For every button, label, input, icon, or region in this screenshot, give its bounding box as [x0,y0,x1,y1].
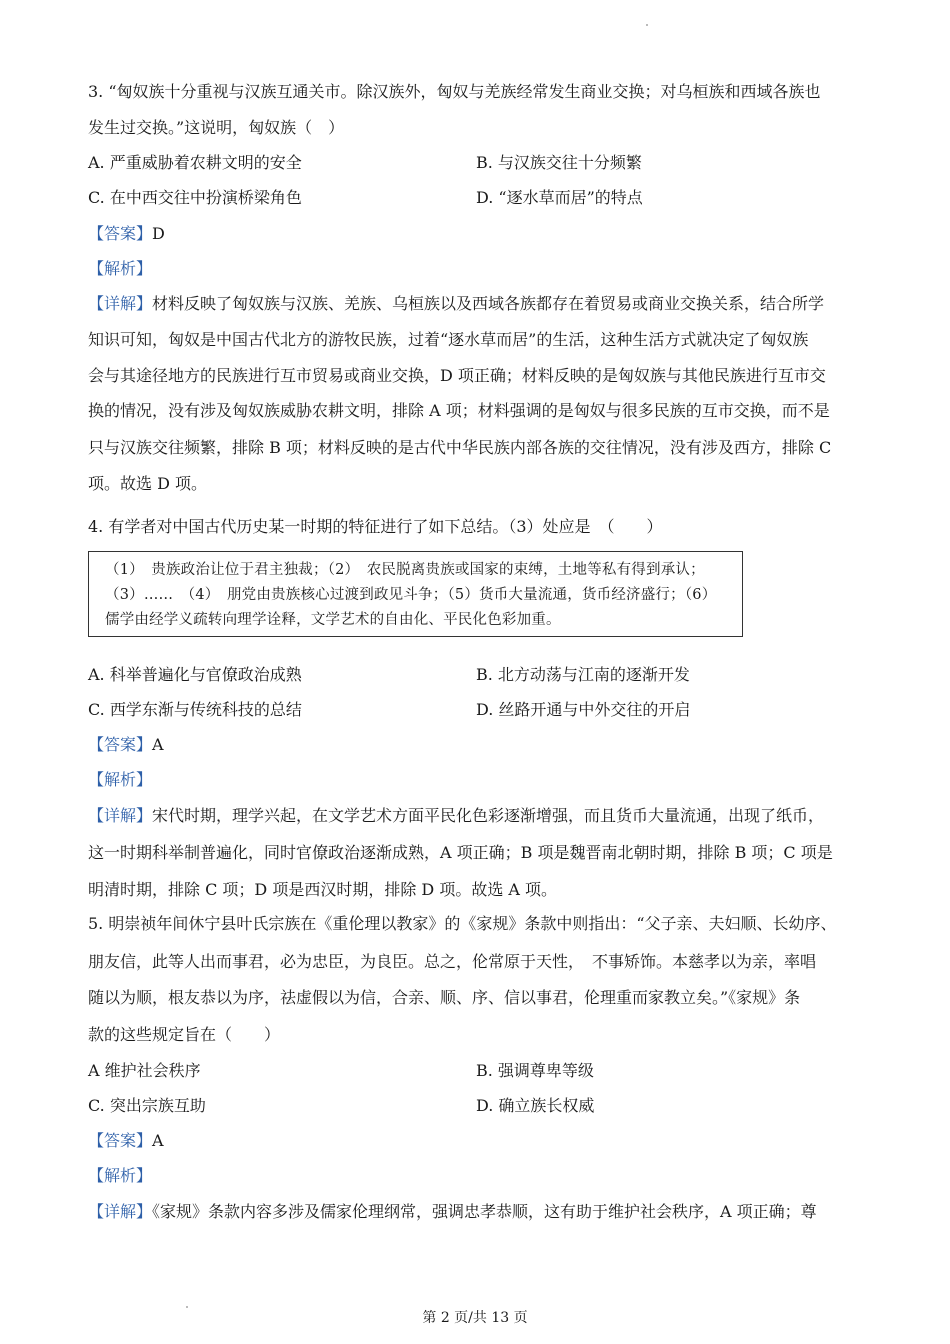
question-5-option-c[interactable]: C. 突出宗族互助 [88,1096,206,1115]
answer-label: 【答案】 [88,224,153,243]
question-4-option-c[interactable]: C. 西学东渐与传统科技的总结 [88,700,302,719]
question-3-detail-line: 项。故选 D 项。 [88,474,208,493]
detail-label: 【详解】 [88,294,153,313]
answer-value: A [152,1131,164,1150]
question-4-stem: 4. 有学者对中国古代历史某一时期的特征进行了如下总结。（3）处应是 （ ） [88,517,663,536]
question-4-answer [88,735,164,755]
question-5-answer [88,1131,164,1151]
quote-box-line: （1） 贵族政治让位于君主独裁；（2） 农民脱离贵族或国家的束缚，土地等私有得到承认； [105,562,705,578]
question-3-detail-line: 只与汉族交往频繁，排除 B 项；材料反映的是古代中华民族内部各族的交往情况，没有涉及西方，排除 C [88,438,832,457]
question-5-stem-line: 款的这些规定旨在（ ） [88,1025,281,1044]
question-5-detail [88,1202,817,1222]
quote-box-line: 儒学由经学义疏转向理学诠释，文学艺术的自由化、平民化色彩加重。 [105,612,561,628]
question-3-detail-line: 会与其途径地方的民族进行互市贸易或商业交换，D 项正确；材料反映的是匈奴族与其他民族进行互市交 [88,366,826,385]
question-5-stem-line: 5. 明崇祯年间休宁县叶氏宗族在《重伦理以教家》的《家规》条款中则指出：“父子亲、夫妇顺、长幼序、 [88,914,837,933]
quote-box-line: （3）…… （4） 朋党由贵族核心过渡到政见斗争；（5）货币大量流通，货币经济盛行；（6） [105,587,717,603]
question-4-option-a[interactable]: A. 科举普遍化与官僚政治成熟 [88,665,302,684]
detail-label: 【详解】 [88,806,153,825]
question-4-detail-line: 明清时期，排除 C 项；D 项是西汉时期，排除 D 项。故选 A 项。 [88,880,558,899]
question-3-stem-line: 发生过交换。”这说明，匈奴族（ ） [88,118,345,137]
question-4-analysis-label: 【解析】 [88,770,153,789]
question-3-option-a[interactable]: A. 严重威胁着农耕文明的安全 [88,153,302,172]
question-3-option-b[interactable]: B. 与汉族交往十分频繁 [476,153,642,172]
answer-value: A [152,735,164,754]
question-5-stem-line: 随以为顺，根友恭以为序，祛虚假以为信，合亲、顺、序、信以事君，伦理重而家教立矣。”《家规》条 [88,988,801,1007]
question-4-detail-line: 这一时期科举制普遍化，同时官僚政治逐渐成熟，A 项正确；B 项是魏晋南北朝时期，排除 B 项；C 项是 [88,843,833,862]
question-5-option-a[interactable]: A 维护社会秩序 [88,1061,201,1080]
answer-value: D [152,224,165,243]
quote-box [88,551,743,637]
question-3-detail [88,294,824,314]
detail-text: 宋代时期，理学兴起，在文学艺术方面平民化色彩逐渐增强，而且货币大量流通，出现了纸币， [152,806,825,825]
question-3-answer [88,224,165,244]
question-5-analysis-label: 【解析】 [88,1166,153,1185]
question-3-analysis-label: 【解析】 [88,259,153,278]
question-3-option-d[interactable]: D. “逐水草而居”的特点 [476,188,643,207]
question-4-detail [88,806,824,826]
question-5-option-d[interactable]: D. 确立族长权威 [476,1096,595,1115]
question-3-stem-line: 3. “匈奴族十分重视与汉族互通关市。除汉族外，匈奴与羌族经常发生商业交换；对乌桓族和西域各族也 [88,82,821,101]
question-3-detail-line: 换的情况，没有涉及匈奴族威胁农耕文明，排除 A 项；材料强调的是匈奴与很多民族的互市交换，而不是 [88,401,830,420]
question-5-option-b[interactable]: B. 强调尊卑等级 [476,1061,594,1080]
question-4-option-b[interactable]: B. 北方动荡与江南的逐渐开发 [476,665,690,684]
detail-text: 《家规》条款内容多涉及儒家伦理纲常，强调忠孝恭顺，这有助于维护社会秩序，A 项正确；尊 [152,1202,817,1221]
question-4-option-d[interactable]: D. 丝路开通与中外交往的开启 [476,700,691,719]
question-3-option-c[interactable]: C. 在中西交往中扮演桥梁角色 [88,188,302,207]
detail-text: 材料反映了匈奴族与汉族、羌族、乌桓族以及西域各族都存在着贸易或商业交换关系，结合所学 [152,294,825,313]
detail-label: 【详解】 [88,1202,153,1221]
question-5-stem-line: 朋友信，此等人出而事君，必为忠臣，为良臣。总之，伦常原于天性， 不事矫饰。本慈孝以为亲，率唱 [88,952,817,971]
page-footer: 第 2 页/共 13 页 [422,1310,528,1326]
answer-label: 【答案】 [88,735,153,754]
scan-speck [646,24,648,26]
question-3-detail-line: 知识可知，匈奴是中国古代北方的游牧民族，过着“逐水草而居”的生活，这种生活方式就决定了匈奴族 [88,330,809,349]
answer-label: 【答案】 [88,1131,153,1150]
